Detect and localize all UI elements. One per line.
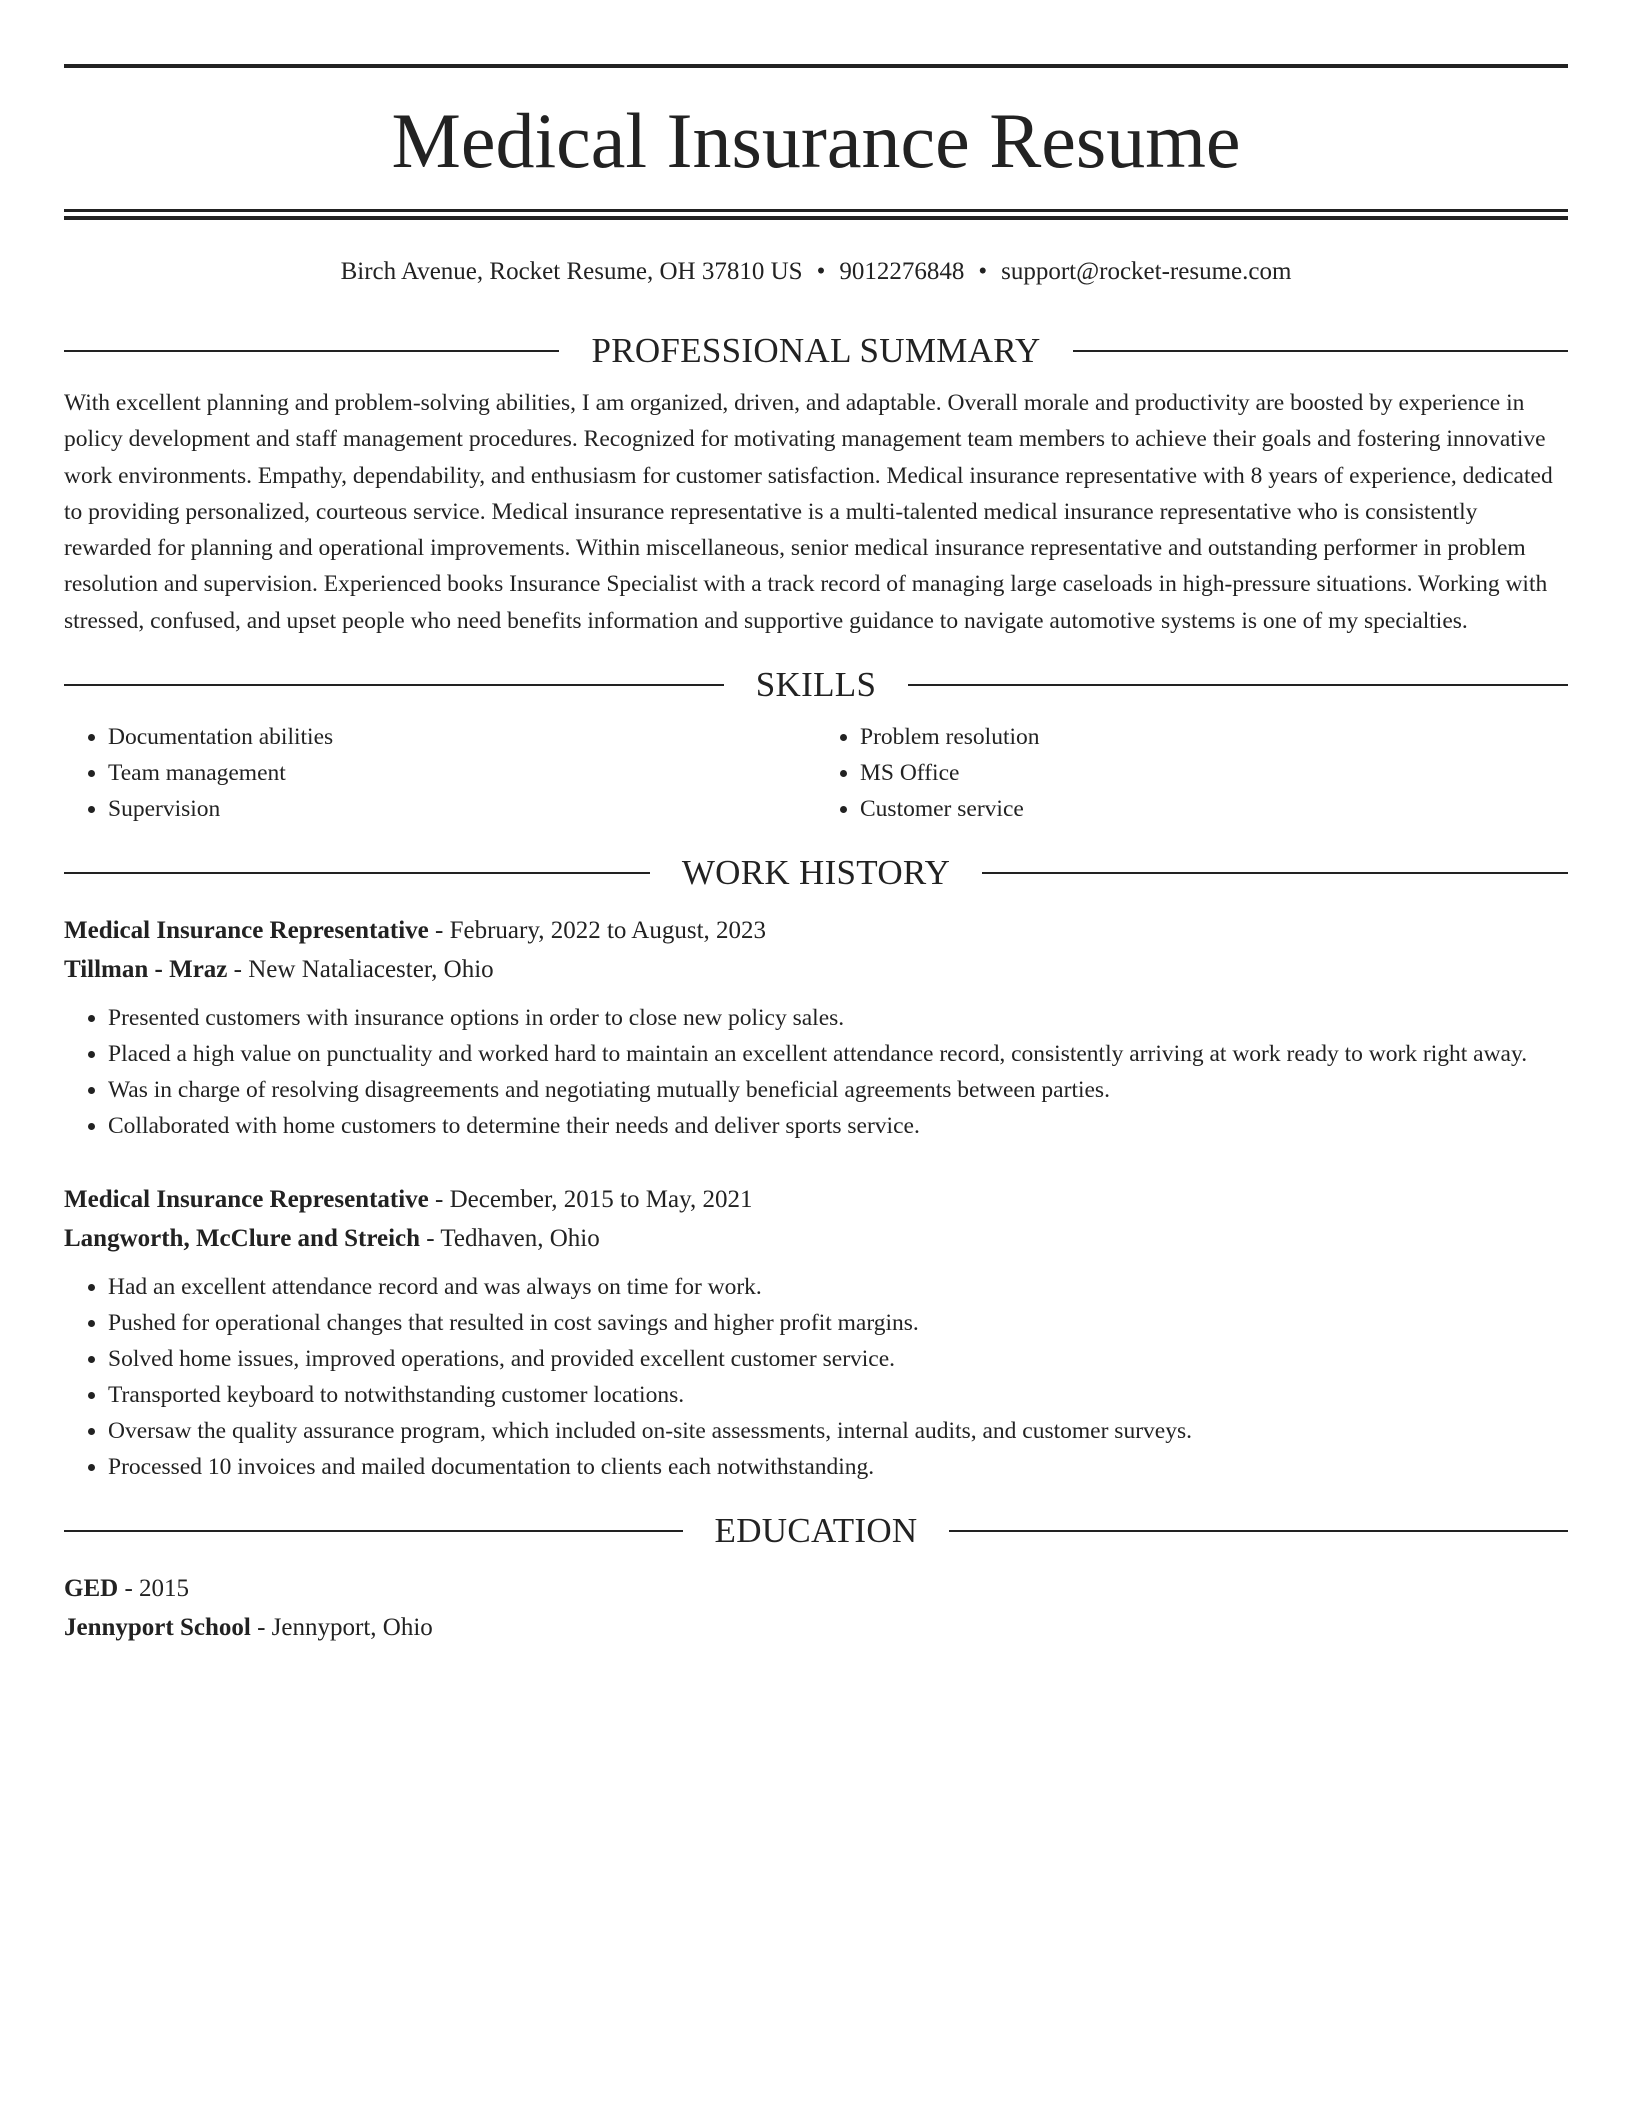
job-title-line [64,911,1568,950]
job-bullets [64,1000,1568,1144]
section-rule [64,1530,683,1532]
dash: - [420,1225,441,1253]
section-heading-summary [64,331,1568,371]
skill-item: • Supervision [108,791,816,827]
education-school-line [64,1608,1568,1647]
skill-item: • Customer service [860,791,1568,827]
job-company-line [64,1219,1568,1258]
section-rule [64,684,724,686]
section-rule [64,872,650,874]
section-heading-work [64,853,1568,893]
job-title: Medical Insurance Representative [64,1186,429,1214]
dash: - [118,1575,140,1603]
job-bullet: • Placed a high value on punctuality and worked hard to maintain an excellent attendance record, consistently arriving at work ready to work right away. [108,1036,1568,1072]
contact-separator: • [816,258,826,285]
section-rule [64,350,559,352]
job-company: Langworth, McClure and Streich [64,1225,421,1253]
section-heading-education [64,1511,1568,1551]
job-title-line [64,1180,1568,1219]
section-heading-skills [64,665,1568,705]
section-rule [1073,350,1568,352]
section-title: SKILLS [755,665,877,705]
skills-column-left [64,719,816,827]
section-title: EDUCATION [714,1511,918,1551]
job-title: Medical Insurance Representative [64,917,429,945]
job-bullet: • Transported keyboard to notwithstanding customer locations. [108,1377,1568,1413]
job-bullet: • Presented customers with insurance options in order to close new policy sales. [108,1000,1568,1036]
education-degree: GED [64,1575,119,1603]
job-location: Tedhaven, Ohio [440,1225,600,1253]
job-entry [64,911,1568,1144]
contact-email: support@rocket-resume.com [1001,258,1292,285]
job-dates: December, 2015 to May, 2021 [449,1186,753,1214]
skill-item: • Team management [108,755,816,791]
education-entry [64,1569,1568,1647]
dash: - [250,1614,272,1642]
education-degree-line [64,1569,1568,1608]
skill-item: • Documentation abilities [108,719,816,755]
contact-address: Birch Avenue, Rocket Resume, OH 37810 US [340,258,803,285]
job-bullet: • Solved home issues, improved operations, and provided excellent customer service. [108,1341,1568,1377]
section-rule [949,1530,1568,1532]
resume-page [64,64,1568,1647]
header-double-rule [64,209,1568,220]
job-bullets [64,1269,1568,1485]
contact-phone: 9012276848 [839,258,965,285]
dash: - [428,917,450,945]
summary-paragraph: With excellent planning and problem-solving abilities, I am organized, driven, and adaptable. Overall morale and productivity are boosted by experience in policy development and staff management procedures. Recognized for motivating management team members to achieve their goals and fostering innovative work environments. Empathy, dependability, and enthusiasm for customer satisfaction. Medical insurance representative with 8 years of experience, dedicated to providing personalized, courteous service. Medical insurance representative is a multi-talented medical insurance representative who is consistently rewarded for planning and operational improvements. Within miscellaneous, senior medical insurance representative and outstanding performer in problem resolution and supervision. Experienced books Insurance Specialist with a track record of managing large caseloads in high-pressure situations. Working with stressed, confused, and upset people who need benefits information and supportive guidance to navigate automotive systems is one of my specialties. [64,390,1553,634]
contact-line [64,257,1568,287]
skills-column-right [816,719,1568,827]
job-company: Tillman - Mraz [64,956,228,984]
skill-item: • MS Office [860,755,1568,791]
section-rule [982,872,1568,874]
dash: - [227,956,249,984]
job-location: New Nataliacester, Ohio [248,956,494,984]
dash: - [428,1186,450,1214]
job-company-line [64,950,1568,989]
job-entry [64,1180,1568,1485]
job-bullet: • Processed 10 invoices and mailed documentation to clients each notwithstanding. [108,1449,1568,1485]
header-top-rule [64,64,1568,68]
job-dates: February, 2022 to August, 2023 [449,917,767,945]
skill-item: • Problem resolution [860,719,1568,755]
education-school: Jennyport School [64,1614,251,1642]
resume-title: Medical Insurance Resume [391,97,1241,184]
education-location: Jennyport, Ohio [271,1614,433,1642]
education-year: 2015 [139,1575,190,1603]
job-bullet: • Was in charge of resolving disagreements and negotiating mutually beneficial agreements between parties. [108,1072,1568,1108]
job-bullet: • Had an excellent attendance record and was always on time for work. [108,1269,1568,1305]
contact-separator: • [978,258,988,285]
job-bullet: • Pushed for operational changes that resulted in cost savings and higher profit margins. [108,1305,1568,1341]
section-title: PROFESSIONAL SUMMARY [591,331,1041,370]
skills-list [64,719,1568,827]
section-title: WORK HISTORY [681,853,951,893]
job-bullet: • Oversaw the quality assurance program, which included on-site assessments, internal audits, and customer surveys. [108,1413,1568,1449]
section-rule [908,684,1568,686]
job-bullet: • Collaborated with home customers to determine their needs and deliver sports service. [108,1108,1568,1144]
